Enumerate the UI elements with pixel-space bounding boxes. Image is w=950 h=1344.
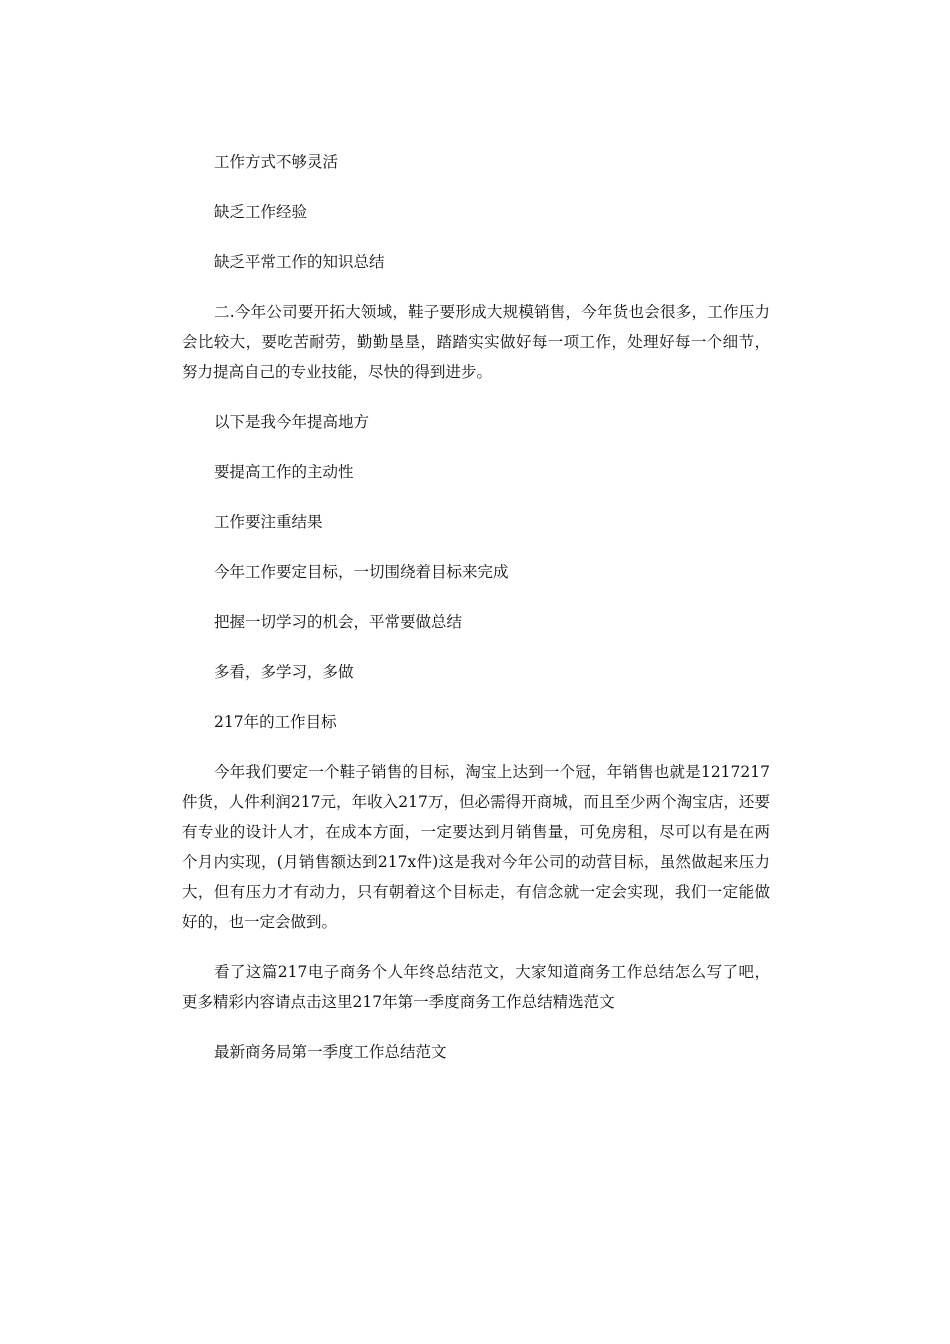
paragraph-goals-heading: 217年的工作目标: [214, 713, 337, 731]
paragraph-improvement-results: 工作要注重结果: [214, 513, 323, 531]
document-body: [182, 147, 770, 1067]
paragraph-weakness-experience: 缺乏工作经验: [214, 203, 308, 221]
paragraph-section-two: 二.今年公司要开拓大领域，鞋子要形成大规模销售，今年货也会很多，工作压力会比较大，要吃苦耐劳，勤勤垦垦，踏踏实实做好每一项工作，处理好每一个细节，努力提高自己的专业技能，尽快的得到进步。: [182, 303, 770, 381]
paragraph-improvement-practice: 多看，多学习，多做: [214, 663, 354, 681]
paragraph-improvement-goals: 今年工作要定目标，一切围绕着目标来完成: [214, 563, 509, 581]
paragraph-related-link: 最新商务局第一季度工作总结范文: [214, 1043, 447, 1061]
paragraph-improvement-learning: 把握一切学习的机会，平常要做总结: [214, 613, 463, 631]
paragraph-sales-goal: 今年我们要定一个鞋子销售的目标，淘宝上达到一个冠，年销售也就是1217217件货，人件利润217元，年收入217万，但必需得开商城，而且至少两个淘宝店，还要有专业的设计人才，在成本方面，一定要达到月销售量，可免房租，尽可以有是在两个月内实现，(月销售额达到217x件)这是我对今年公司的动营目标，虽然做起来压力大，但有压力才有动力，只有朝着这个目标走，有信念就一定会实现，我们一定能做好的，也一定会做到。: [182, 763, 770, 931]
paragraph-weakness-flexibility: 工作方式不够灵活: [214, 153, 339, 171]
paragraph-improvement-intro: 以下是我今年提高地方: [214, 413, 370, 431]
paragraph-closing: 看了这篇217电子商务个人年终总结范文，大家知道商务工作总结怎么写了吧，更多精彩内容请点击这里217年第一季度商务工作总结精选范文: [182, 963, 770, 1011]
paragraph-weakness-summary: 缺乏平常工作的知识总结: [214, 253, 385, 271]
paragraph-improvement-initiative: 要提高工作的主动性: [214, 463, 354, 481]
